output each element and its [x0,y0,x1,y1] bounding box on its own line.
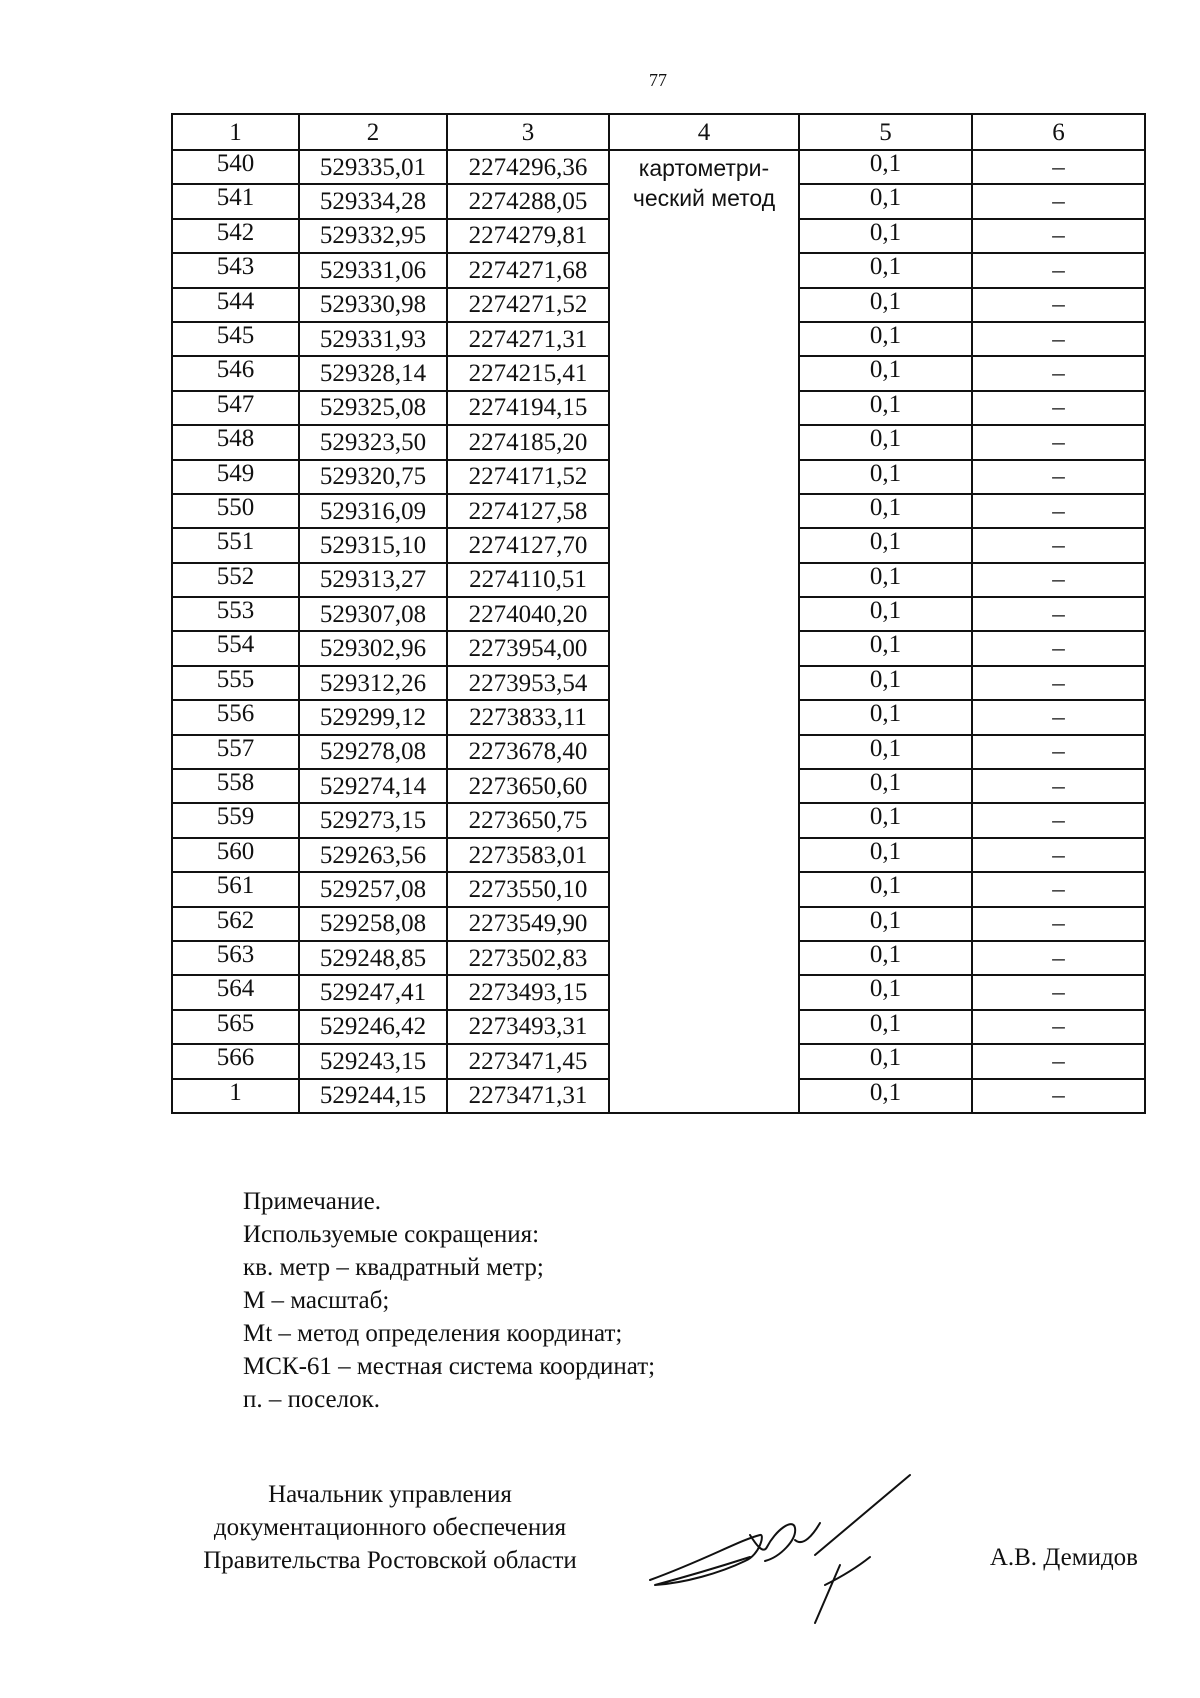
position-line: Начальник управления [268,1481,512,1508]
point-number-cell: 551 [172,528,299,562]
point-number-cell: 552 [172,563,299,597]
point-number-cell: 550 [172,494,299,528]
x-coordinate-cell: 529316,09 [299,494,447,528]
header-cell: 4 [609,114,799,150]
point-number-cell: 562 [172,907,299,941]
accuracy-cell: 0,1 [799,1010,972,1044]
remark-cell: – [972,700,1145,734]
x-coordinate-cell: 529278,08 [299,735,447,769]
point-number-cell: 545 [172,322,299,356]
x-coordinate-cell: 529273,15 [299,803,447,837]
point-number-cell: 557 [172,735,299,769]
y-coordinate-cell: 2274215,41 [447,356,609,390]
x-coordinate-cell: 529243,15 [299,1044,447,1078]
header-cell: 5 [799,114,972,150]
y-coordinate-cell: 2274271,52 [447,288,609,322]
x-coordinate-cell: 529246,42 [299,1010,447,1044]
y-coordinate-cell: 2273549,90 [447,907,609,941]
point-number-cell: 559 [172,803,299,837]
point-number-cell: 542 [172,219,299,253]
y-coordinate-cell: 2274279,81 [447,219,609,253]
remark-cell: – [972,838,1145,872]
remark-cell: – [972,184,1145,218]
remark-cell: – [972,391,1145,425]
point-number-cell: 560 [172,838,299,872]
remark-cell: – [972,1079,1145,1113]
remark-cell: – [972,975,1145,1009]
x-coordinate-cell: 529248,85 [299,941,447,975]
x-coordinate-cell: 529312,26 [299,666,447,700]
y-coordinate-cell: 2274194,15 [447,391,609,425]
x-coordinate-cell: 529325,08 [299,391,447,425]
y-coordinate-cell: 2274296,36 [447,150,609,184]
y-coordinate-cell: 2274110,51 [447,563,609,597]
y-coordinate-cell: 2273678,40 [447,735,609,769]
remark-cell: – [972,907,1145,941]
remark-cell: – [972,735,1145,769]
accuracy-cell: 0,1 [799,460,972,494]
remark-cell: – [972,494,1145,528]
accuracy-cell: 0,1 [799,597,972,631]
accuracy-cell: 0,1 [799,769,972,803]
notes-line: кв. метр – квадратный метр; [243,1254,544,1281]
accuracy-cell: 0,1 [799,907,972,941]
y-coordinate-cell: 2273583,01 [447,838,609,872]
accuracy-cell: 0,1 [799,1044,972,1078]
remark-cell: – [972,528,1145,562]
table-header-row [172,114,1145,150]
point-number-cell: 1 [172,1079,299,1113]
header-cell: 3 [447,114,609,150]
x-coordinate-cell: 529330,98 [299,288,447,322]
position-line: Правительства Ростовской области [203,1547,577,1574]
accuracy-cell: 0,1 [799,150,972,184]
point-number-cell: 548 [172,425,299,459]
point-number-cell: 546 [172,356,299,390]
point-number-cell: 563 [172,941,299,975]
y-coordinate-cell: 2273502,83 [447,941,609,975]
point-number-cell: 565 [172,1010,299,1044]
notes-line: М – масштаб; [243,1287,390,1314]
accuracy-cell: 0,1 [799,631,972,665]
remark-cell: – [972,460,1145,494]
y-coordinate-cell: 2273650,60 [447,769,609,803]
accuracy-cell: 0,1 [799,494,972,528]
remark-cell: – [972,1010,1145,1044]
y-coordinate-cell: 2273471,45 [447,1044,609,1078]
notes-line: Используемые сокращения: [243,1221,540,1248]
x-coordinate-cell: 529244,15 [299,1079,447,1113]
notes-heading: Примечание. [243,1188,382,1215]
x-coordinate-cell: 529334,28 [299,184,447,218]
x-coordinate-cell: 529247,41 [299,975,447,1009]
point-number-cell: 543 [172,253,299,287]
point-number-cell: 554 [172,631,299,665]
remark-cell: – [972,941,1145,975]
accuracy-cell: 0,1 [799,425,972,459]
remark-cell: – [972,322,1145,356]
remark-cell: – [972,563,1145,597]
point-number-cell: 549 [172,460,299,494]
accuracy-cell: 0,1 [799,803,972,837]
header-cell: 1 [172,114,299,150]
remark-cell: – [972,769,1145,803]
remark-cell: – [972,288,1145,322]
y-coordinate-cell: 2274040,20 [447,597,609,631]
remark-cell: – [972,631,1145,665]
remark-cell: – [972,356,1145,390]
remark-cell: – [972,425,1145,459]
point-number-cell: 556 [172,700,299,734]
x-coordinate-cell: 529332,95 [299,219,447,253]
y-coordinate-cell: 2274127,58 [447,494,609,528]
y-coordinate-cell: 2273493,15 [447,975,609,1009]
point-number-cell: 547 [172,391,299,425]
accuracy-cell: 0,1 [799,700,972,734]
y-coordinate-cell: 2274271,31 [447,322,609,356]
accuracy-cell: 0,1 [799,184,972,218]
accuracy-cell: 0,1 [799,528,972,562]
notes-line: МСК-61 – местная система координат; [243,1353,656,1380]
signer-name: А.В. Демидов [989,1544,1138,1571]
accuracy-cell: 0,1 [799,219,972,253]
y-coordinate-cell: 2273650,75 [447,803,609,837]
signatory-position [170,1478,610,1577]
header-cell: 2 [299,114,447,150]
accuracy-cell: 0,1 [799,253,972,287]
header-cell: 6 [972,114,1145,150]
accuracy-cell: 0,1 [799,1079,972,1113]
accuracy-cell: 0,1 [799,666,972,700]
accuracy-cell: 0,1 [799,563,972,597]
y-coordinate-cell: 2273954,00 [447,631,609,665]
accuracy-cell: 0,1 [799,941,972,975]
y-coordinate-cell: 2273833,11 [447,700,609,734]
page-number: 77 [649,70,667,90]
point-number-cell: 555 [172,666,299,700]
y-coordinate-cell: 2273471,31 [447,1079,609,1113]
accuracy-cell: 0,1 [799,975,972,1009]
point-number-cell: 566 [172,1044,299,1078]
x-coordinate-cell: 529331,06 [299,253,447,287]
accuracy-cell: 0,1 [799,288,972,322]
remark-cell: – [972,253,1145,287]
x-coordinate-cell: 529315,10 [299,528,447,562]
remark-cell: – [972,597,1145,631]
notes-line: п. – поселок. [243,1386,380,1413]
method-cell: картометри-ческий метод [609,150,799,1113]
accuracy-cell: 0,1 [799,322,972,356]
point-number-cell: 553 [172,597,299,631]
point-number-cell: 561 [172,872,299,906]
point-number-cell: 540 [172,150,299,184]
x-coordinate-cell: 529258,08 [299,907,447,941]
notes-block [243,1185,655,1416]
x-coordinate-cell: 529331,93 [299,322,447,356]
y-coordinate-cell: 2274288,05 [447,184,609,218]
point-number-cell: 564 [172,975,299,1009]
x-coordinate-cell: 529320,75 [299,460,447,494]
accuracy-cell: 0,1 [799,735,972,769]
coordinates-table [171,113,1146,1114]
x-coordinate-cell: 529328,14 [299,356,447,390]
x-coordinate-cell: 529335,01 [299,150,447,184]
remark-cell: – [972,803,1145,837]
x-coordinate-cell: 529257,08 [299,872,447,906]
y-coordinate-cell: 2273550,10 [447,872,609,906]
x-coordinate-cell: 529274,14 [299,769,447,803]
accuracy-cell: 0,1 [799,872,972,906]
remark-cell: – [972,150,1145,184]
y-coordinate-cell: 2274271,68 [447,253,609,287]
accuracy-cell: 0,1 [799,356,972,390]
y-coordinate-cell: 2274171,52 [447,460,609,494]
y-coordinate-cell: 2273953,54 [447,666,609,700]
notes-line: Mt – метод определения координат; [243,1320,623,1347]
handwritten-signature [645,1465,945,1630]
accuracy-cell: 0,1 [799,838,972,872]
remark-cell: – [972,219,1145,253]
remark-cell: – [972,872,1145,906]
table-row [172,150,1145,184]
x-coordinate-cell: 529263,56 [299,838,447,872]
position-line: документационного обеспечения [213,1514,567,1541]
x-coordinate-cell: 529299,12 [299,700,447,734]
x-coordinate-cell: 529302,96 [299,631,447,665]
x-coordinate-cell: 529313,27 [299,563,447,597]
remark-cell: – [972,1044,1145,1078]
x-coordinate-cell: 529307,08 [299,597,447,631]
y-coordinate-cell: 2274185,20 [447,425,609,459]
remark-cell: – [972,666,1145,700]
point-number-cell: 544 [172,288,299,322]
y-coordinate-cell: 2273493,31 [447,1010,609,1044]
point-number-cell: 541 [172,184,299,218]
point-number-cell: 558 [172,769,299,803]
x-coordinate-cell: 529323,50 [299,425,447,459]
accuracy-cell: 0,1 [799,391,972,425]
y-coordinate-cell: 2274127,70 [447,528,609,562]
